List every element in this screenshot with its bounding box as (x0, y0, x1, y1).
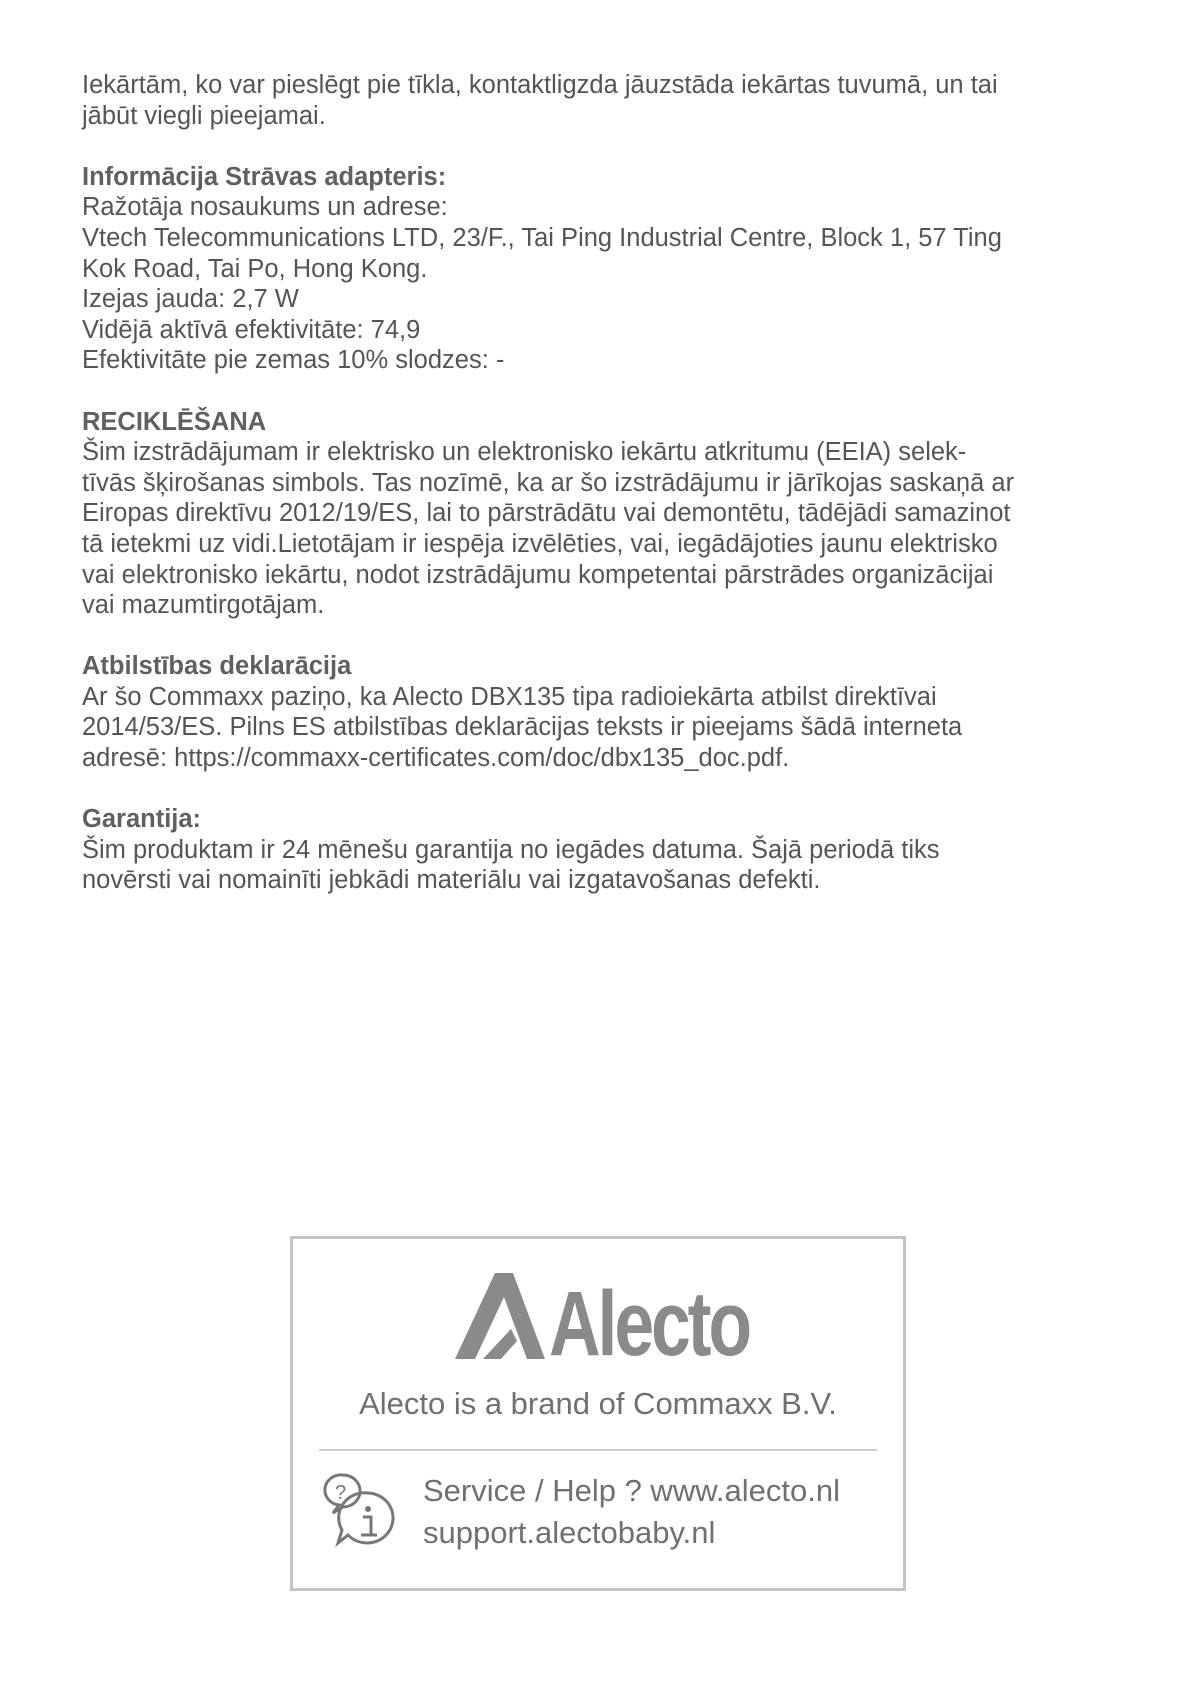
text-line: Eiropas direktīvu 2012/19/ES, lai to pārstrādātu vai demontētu, tādējādi samazinot (82, 499, 1011, 528)
svg-text:?: ? (335, 1482, 347, 1504)
text-line: Šim izstrādājumam ir elektrisko un elektronisko iekārtu atkritumu (EEIA) selek- (82, 438, 967, 467)
text-line: jābūt viegli pieejamai. (82, 101, 326, 130)
text-line: Šim produktam ir 24 mēnešu garantija no iegādes datuma. Šajā periodā tiks (82, 835, 940, 864)
text-line: 2014/53/ES. Pilns ES atbilstības deklarācijas teksts ir pieejams šādā interneta (82, 713, 963, 742)
text-line: Izejas jauda: 2,7 W (82, 285, 299, 314)
service-help-link[interactable]: Service / Help ? www.alecto.nl (423, 1473, 840, 1508)
help-info-icon (313, 1465, 405, 1555)
logo-text: Alecto (549, 1273, 750, 1375)
declaration-heading: Atbilstības deklarācija (82, 652, 352, 681)
text-line: Iekārtām, ko var pieslēgt pie tīkla, kontaktligzda jāuzstāda iekārtas tuvumā, un tai (82, 71, 998, 99)
declaration-url-line: adresē: https://commaxx-certificates.com/doc/dbx135_doc.pdf. (82, 744, 790, 773)
text-line: Ražotāja nosaukums un adrese: (82, 193, 448, 222)
recycling-heading: RECIKLĒŠANA (82, 407, 267, 436)
text-line: Vidējā aktīvā efektivitāte: 74,9 (82, 315, 421, 344)
text-line: vai mazumtirgotājam. (82, 591, 325, 620)
warranty-heading: Garantija: (82, 805, 202, 834)
text-line: novērsti vai nomainīti jebkādi materiālu vai izgatavošanas defekti. (82, 866, 821, 895)
document-body (82, 70, 1122, 896)
text-line: Efektivitāte pie zemas 10% slodzes: - (82, 346, 505, 375)
alecto-logo (453, 1269, 753, 1375)
brand-box (290, 1236, 906, 1591)
adapter-heading: Informācija Strāvas adapteris: (82, 162, 447, 191)
text-line: vai elektronisko iekārtu, nodot izstrādājumu kompetentai pārstrādes organizācijai (82, 560, 994, 589)
adapter-section (82, 162, 1122, 376)
text-line: tīvās šķirošanas simbols. Tas nozīmē, ka ar šo izstrādājumu ir jārīkojas saskaņā ar (82, 468, 1015, 497)
warranty-section (82, 804, 1122, 896)
intro-paragraph (82, 70, 1122, 131)
divider (319, 1449, 877, 1451)
support-link[interactable]: support.alectobaby.nl (423, 1515, 716, 1550)
declaration-section (82, 651, 1122, 773)
text-line: Kok Road, Tai Po, Hong Kong. (82, 254, 428, 283)
text-line: Vtech Telecommunications LTD, 23/F., Tai Ping Industrial Centre, Block 1, 57 Ting (82, 223, 1002, 252)
brand-tagline: Alecto is a brand of Commaxx B.V. (359, 1386, 837, 1421)
recycling-section (82, 407, 1122, 621)
text-line: tā ietekmi uz vidi.Lietotājam ir iespēja izvēlēties, vai, iegādājoties jaunu elektrisko (82, 529, 998, 558)
text-line: Ar šo Commaxx paziņo, ka Alecto DBX135 tipa radioiekārta atbilst direktīvai (82, 682, 937, 711)
